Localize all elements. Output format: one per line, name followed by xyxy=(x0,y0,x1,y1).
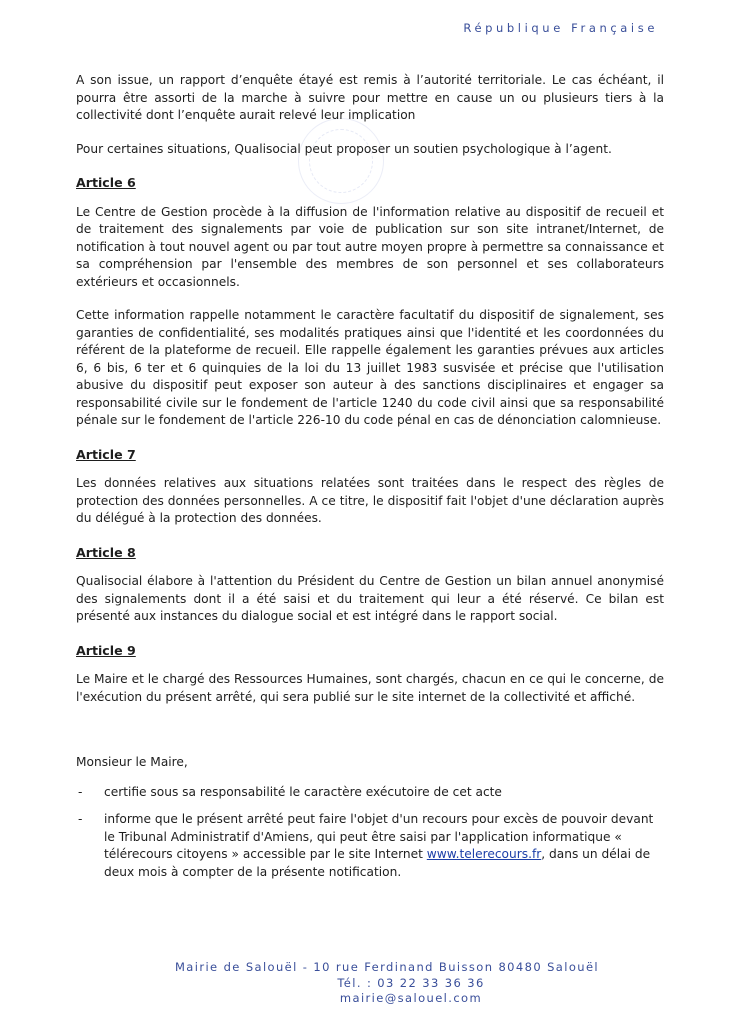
article-6-paragraph-1: Le Centre de Gestion procède à la diffusion de l'information relative au dispositif de recueil et de traitement des signalements par voie de publication sur son site intranet/Internet, de notification à tout nouvel agent ou par tout autre moyen propre à permettre sa connaissance et sa compréhension par l'ensemble des membres de son personnel et ses collaborateurs extérieurs et occasionnels. xyxy=(76,204,664,289)
footer-address: Mairie de Salouël - 10 rue Ferdinand Buisson 80480 Salouël xyxy=(174,960,600,974)
article-8-paragraph: Qualisocial élabore à l'attention du Président du Centre de Gestion un bilan annuel anonymisé des signalements dont il a été saisi et du traitement qui leur a été réservé. Ce bilan est présenté aux instances du dialogue social et est intégré dans le rapport social. xyxy=(76,574,664,623)
article-9-heading: Article 9 xyxy=(76,642,136,658)
footer-email: mairie@salouel.com xyxy=(339,991,483,1005)
closing-list-item-informe xyxy=(76,811,664,881)
article-6-paragraph-2: Cette information rappelle notamment le caractère facultatif du dispositif de signalement, ses garanties de confidentialité, ses modalités pratiques ainsi que l'identité et les coordonnées du référent de la plateforme de recueil. Elle rappelle également les garanties prévues aux articles 6, 6 bis, 6 ter et 6 quinquies de la loi du 13 juillet 1983 susvisée et précise que l'utilisation abusive du dispositif peut exposer son auteur à des sanctions disciplinaires et engager sa responsabilité civile sur le fondement de l'article 1240 du code civil ainsi que sa responsabilité pénale sur le fondement de l'article 226-10 du code pénal en cas de dénonciation calomnieuse. xyxy=(76,308,664,427)
footer xyxy=(0,960,734,1007)
closing-list-item-certifie xyxy=(76,784,664,802)
closing-list xyxy=(76,784,664,882)
bullet-informe-text-b: , dans un délai de deux mois à compter de la présente notification. xyxy=(104,847,651,879)
bullet-informe-text-a: informe que le présent arrêté peut faire l'objet d'un recours pour excès de pouvoir devant le Tribunal Administratif d'Amiens, qui peut être saisi par l'application informatique « télérecours citoyens » accessible par le site Internet xyxy=(104,812,654,861)
paragraph-enquete-report: A son issue, un rapport d’enquête étayé est remis à l’autorité territoriale. Le cas échéant, il pourra être assorti de la marche à suivre pour mettre en cause un ou plusieurs tiers à la collectivité dont l’enquête aurait relevé leur implication xyxy=(76,73,664,122)
paragraph-soutien-psychologique: Pour certaines situations, Qualisocial peut proposer un soutien psychologique à l’agent. xyxy=(76,141,612,156)
article-9-paragraph: Le Maire et le chargé des Ressources Humaines, sont chargés, chacun en ce qui le concerne, de l'exécution du présent arrêté, qui sera publié sur le site internet de la collectivité et affiché. xyxy=(76,672,664,704)
header-republique-francaise: République Française xyxy=(463,21,658,35)
closing-intro: Monsieur le Maire, xyxy=(76,755,188,769)
telerecours-link[interactable]: www.telerecours.fr xyxy=(426,847,542,861)
document-body xyxy=(76,72,664,881)
article-8-heading: Article 8 xyxy=(76,544,136,560)
article-6-heading: Article 6 xyxy=(76,175,136,190)
article-7-paragraph: Les données relatives aux situations relatées sont traitées dans le respect des règles de protection des données personnelles. A ce titre, le dispositif fait l'objet d'une déclaration auprès du délégué à la protection des données. xyxy=(76,476,664,525)
list-dash: - xyxy=(78,784,83,799)
footer-phone: Tél. : 03 22 33 36 36 xyxy=(337,975,485,990)
article-7-heading: Article 7 xyxy=(76,446,136,462)
list-dash: - xyxy=(78,812,83,826)
bullet-certifie-text: certifie sous sa responsabilité le caractère exécutoire de cet acte xyxy=(104,784,502,799)
